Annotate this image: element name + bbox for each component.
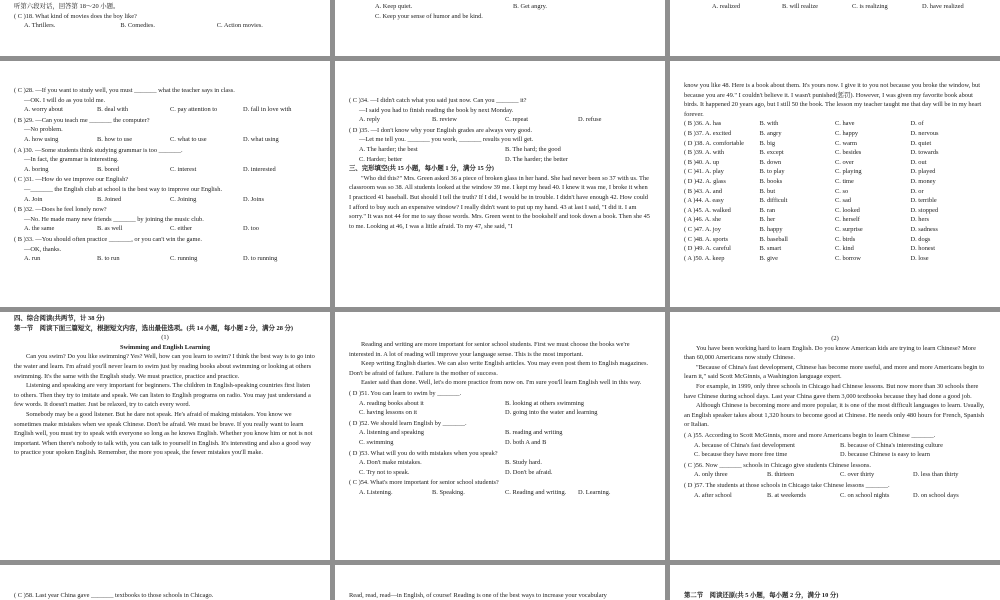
question-options <box>14 165 316 175</box>
option: D. or <box>910 187 924 195</box>
question-options <box>349 458 651 468</box>
option: C. Reading and writing. <box>505 488 567 496</box>
cloze-option-row <box>684 206 986 216</box>
cloze-option-row <box>684 196 986 206</box>
cloze-option-row <box>684 167 986 177</box>
option: C. kind <box>835 245 854 253</box>
question-options <box>349 468 651 478</box>
option: B. books <box>759 177 783 185</box>
option: B. at weekends <box>767 491 806 499</box>
question-item <box>684 431 986 460</box>
option: D. nervous <box>910 129 939 137</box>
question-options <box>349 408 651 418</box>
option: ( D )38. A. comfortable <box>684 139 744 147</box>
page-10 <box>0 565 330 600</box>
option: B. bored <box>97 165 120 173</box>
question-reply: —OK. I will do as you told me. <box>24 96 106 104</box>
option: C. interest <box>170 165 197 173</box>
option: D. lose <box>910 254 929 262</box>
question-options <box>14 135 316 145</box>
page-3 <box>670 0 1000 56</box>
option: A. the same <box>24 225 55 233</box>
passage-number: (2) <box>831 335 839 342</box>
question-35-options-cd: C. Harder; better D. The harder; the better <box>359 155 568 163</box>
cloze-option-row <box>684 235 986 245</box>
question-stem: ( D )51. You can learn to swim by _______. <box>349 389 462 397</box>
option: B. thirteen <box>767 471 794 479</box>
option: C. pay attention to <box>170 106 218 114</box>
passage-title: Swimming and English Learning <box>119 343 211 351</box>
option: A. Listening. <box>359 488 393 496</box>
option: ( B )37. A. excited <box>684 129 732 137</box>
question-stem: ( B )29. —Can you teach me _______ the computer? <box>14 116 150 124</box>
subsection-heading: 第二节 阅读还原(共 5 小题，每小题 2 分，满分 10 分) <box>684 592 839 599</box>
option: ( A )45. A. walked <box>684 206 731 214</box>
question-options <box>349 438 651 448</box>
option: A. run <box>24 255 41 263</box>
option: D. fall in love with <box>243 106 292 114</box>
option: A. after school <box>694 491 732 499</box>
passage-paragraph-3: For example, in 1999, only three schools in Chicago had Chinese lessons. But now more than 30 schools there have Chinese during school days. Last year China gave them 3,000 textbooks because they had done a good job. <box>684 382 979 400</box>
option: D. played <box>910 168 936 176</box>
passage-paragraph-2: Listening and speaking are very important for beginners. The children in English-speaking countries first listen to others. Then they try to imitate and speak. We can listen to English programs on radio. You may just understand a few words. It doesn't matter. Just be relaxed, try to catch every word. <box>14 382 311 409</box>
option: C. so <box>835 187 849 195</box>
option: D. because Chinese is easy to learn <box>840 451 930 459</box>
section-heading: 四、综合阅读(共两节，计 38 分) <box>14 315 105 322</box>
question-options <box>684 450 986 460</box>
cloze-option-row <box>684 139 986 149</box>
question-options <box>349 399 651 409</box>
passage-paragraph-1: Can you swim? Do you like swimming? Yes? Well, how can you learn to swim? I think the best way is to go into the water and learn. I'm afraid you'll never learn to swim just by reading books about swimming or looking at others swimming. It's the same with the English study. We must practice, practice and practice. <box>14 353 315 380</box>
question-stem: ( C )54. What's more important for senior school students? <box>349 479 499 487</box>
cloze-option-row <box>684 244 986 254</box>
option: D. honest <box>910 245 935 253</box>
passage-opening: Read, read, read—in English, of course! Reading is one of the best ways to increase your vocabulary <box>349 592 607 599</box>
option: C. borrow <box>835 254 861 262</box>
question-options <box>14 195 316 205</box>
option: D. Learning. <box>578 488 611 496</box>
passage-paragraph-2: "Because of China's fast development, Chinese has become more useful, and more and more Americans begin to learn it," said Scott McGinnis, a Washington language expert. <box>684 363 985 381</box>
option: B. Speaking. <box>432 488 465 496</box>
option: D. stopped <box>910 206 939 214</box>
option: B. ran <box>759 206 776 214</box>
question-item <box>684 461 986 480</box>
option: B. happy <box>759 225 783 233</box>
cloze-options-list <box>684 119 986 263</box>
option: A. because of China's fast development <box>694 441 795 449</box>
question-item <box>14 116 316 145</box>
question-item <box>14 205 316 234</box>
option: D. to running <box>243 255 278 263</box>
option: ( B )40. A. up <box>684 158 720 166</box>
question-item <box>14 146 316 175</box>
option: D. going into the water and learning <box>505 409 598 417</box>
passage-paragraph-4: Reading and writing are more important for senior school students. First we must choose the books we're interested in. A lot of reading will improve your language sense. This is the most important. <box>349 341 630 358</box>
option: A. Don't make mistakes. <box>359 459 422 467</box>
question-options <box>14 224 316 234</box>
option: C. warm <box>835 139 858 147</box>
option: C. running <box>170 255 198 263</box>
option: D. interested <box>243 165 276 173</box>
option: A. worry about <box>24 106 63 114</box>
cloze-option-row <box>684 119 986 129</box>
option: D. Joins <box>243 195 264 203</box>
page-7 <box>0 312 330 560</box>
question-18: ( C )18. What kind of movies does the boy like? <box>14 12 137 20</box>
option: D. Don't be afraid. <box>505 468 553 476</box>
option: ( C )48. A. sports <box>684 235 729 243</box>
option: C. surprise <box>835 225 863 233</box>
option: C. besides <box>835 149 862 157</box>
option: A. listening and speaking <box>359 429 424 437</box>
passage-paragraph-3: Somebody may be a good listener. But he dare not speak. He's afraid of making mistakes. You know we sometimes make mistakes when we speak Chinese. Don't be afraid. We must be brave. If you really want to learn English well, you must try to speak with everyone so long as he knows English. Whether you know him or not is not important. When there's nobody to talk with, you can talk to yourself in English. It's interesting and also a good way to practice your spoken English. Remember, the more you speak, the fewer mistakes you'll make. <box>14 410 313 457</box>
option: ( C )47. A. joy <box>684 225 721 233</box>
question-options <box>684 441 986 451</box>
option: A. Join <box>24 195 43 203</box>
question-35-reply: —Let me tell you. _______ you work, _______ results you will get. <box>359 136 534 144</box>
cloze-passage: "Who did this?" Mrs. Green asked 36 a piece of broken glass in her hand. She had never been so 37 with us. The classroom was so 38. All students looked at the window 39 me. I kept my head 40. I knew it was me, I broke it when I practiced 41 baseball. But should I tell the truth? If I did, I would be in trouble. I didn't have enough 42. How could I afford to buy such an expensive window? I really didn't want to put up my hand. 43 at last I said, "I did it. I am sorry." It was not 44 for me to say those words. Mrs. Green went to the bookshelf and took down a book. Then she 45 to me. Looking at 46, I was a little afraid. To my 47, she said, "I <box>349 174 650 230</box>
question-18-options: A. Thrillers. B. Comedies. C. Action movies. <box>24 22 263 30</box>
page-12 <box>670 565 1000 600</box>
question-item <box>349 449 651 478</box>
option: ( D )49. A. careful <box>684 245 731 253</box>
question-item <box>349 419 651 448</box>
question-item <box>349 389 651 418</box>
cloze-heading: 三、完形填空(共 15 小题，每小题 1 分，满分 15 分) <box>349 165 494 173</box>
option: C. what to use <box>170 135 207 143</box>
page-9 <box>670 312 1000 560</box>
option: ( D )42. A. glass <box>684 177 726 185</box>
option: B. smart <box>759 245 782 253</box>
question-35: ( D )35. —I don't know why your English grades are always very good. <box>349 126 533 134</box>
cloze-option-row <box>684 148 986 158</box>
option: C. herself <box>835 216 860 224</box>
option: B. to run <box>97 255 120 263</box>
option: C. time <box>835 177 854 185</box>
question-options <box>349 488 651 498</box>
option: C. Try not to speak. <box>359 468 410 476</box>
question-stem: ( C )28. —If you want to study well, you must _______ what the teacher says in class. <box>14 87 235 94</box>
question-list <box>684 431 986 500</box>
option: D. of <box>910 120 924 128</box>
option: A. only three <box>694 471 728 479</box>
question-options <box>14 254 316 264</box>
option: B. baseball <box>759 235 788 243</box>
question-reply: —No problem. <box>24 126 63 134</box>
option: D. dogs <box>910 235 931 243</box>
option: B. give <box>759 254 778 262</box>
option: D. sadness <box>910 225 938 233</box>
option: C. looked <box>835 206 860 214</box>
option: D. less than thirty <box>913 471 959 479</box>
question-35-options-ab: A. The harder; the best B. The hard; the good <box>359 145 561 153</box>
question-item <box>684 481 986 500</box>
cloze-option-row <box>684 187 986 197</box>
question-stem: ( C )56. Now _______ schools in Chicago give students Chinese lessons. <box>684 461 871 469</box>
question-options <box>14 105 316 115</box>
option: B. difficult <box>759 197 788 205</box>
cloze-option-row <box>684 177 986 187</box>
question-stem: ( A )30. —Some students think studying grammar is too _______. <box>14 146 183 154</box>
question-list <box>14 86 316 264</box>
option: C. on school nights <box>840 491 890 499</box>
option: D. both A and B <box>505 438 547 446</box>
option: C. Joining <box>170 195 197 203</box>
option: B. big <box>759 139 776 147</box>
option: B. because of China's interesting culture <box>840 441 944 449</box>
option: ( B )36. A. has <box>684 120 722 128</box>
option: C. happy <box>835 129 859 137</box>
question-item <box>14 235 316 264</box>
question-options <box>684 491 986 501</box>
option: A. reading books about it <box>359 399 424 407</box>
subsection-heading: 第一节 阅读下面三篇短文，根据短文内容，选出最佳选项。(共 14 小题，每小题 2 分，满分 28 分) <box>14 324 294 332</box>
passage-number: (1) <box>161 334 169 342</box>
question-34-reply: —I said you had to finish reading the book by next Monday. <box>359 106 514 114</box>
option: C. over thirty <box>840 471 875 479</box>
question-stem: ( B )32. —Does he feel lonely now? <box>14 206 107 214</box>
cloze-option-row <box>684 254 986 264</box>
question-item <box>349 478 651 497</box>
option: B. how to use <box>97 135 133 143</box>
option: B. reading and writing <box>505 429 563 437</box>
option: B. angry <box>759 129 782 137</box>
question-reply: —In fact, the grammar is interesting. <box>24 156 119 164</box>
question-reply: —No. He made many new friends _______ by joining the music club. <box>24 215 204 223</box>
option: ( A )44. A. easy <box>684 197 724 205</box>
page-2 <box>335 0 665 56</box>
option: D. terrible <box>910 197 937 205</box>
passage-paragraph-6: Easier said than done. Well, let's do more practice from now on. I'm sure you'll learn English well in this way. <box>361 379 642 387</box>
option: B. but <box>759 187 776 195</box>
answer-options: A. realized B. will realize C. is realizing D. have realized <box>712 3 964 10</box>
option: C. over <box>835 158 854 166</box>
question-reply: —_______ the English club at school is the best way to improve our English. <box>24 185 223 193</box>
option: D. money <box>910 177 936 185</box>
question-58: ( C )58. Last year China gave _______ textbooks to those schools in Chicago. <box>14 592 214 599</box>
question-options <box>349 428 651 438</box>
question-34-options: A. reply B. review C. repeat D. refuse <box>359 116 602 124</box>
question-stem: ( D )53. What will you do with mistakes when you speak? <box>349 449 498 457</box>
option: ( A )46. A. she <box>684 216 721 224</box>
option: B. her <box>759 216 776 224</box>
passage-paragraph-1: You have been working hard to learn English. Do you know American kids are trying to learn Chinese? More than 60,000 Americans now study Chinese. <box>684 344 976 362</box>
page-1 <box>0 0 330 56</box>
cloze-option-row <box>684 158 986 168</box>
question-stem: ( B )33. —You should often practice _______, or you can't win the game. <box>14 235 202 243</box>
page-6 <box>670 61 1000 307</box>
question-options <box>684 470 986 480</box>
question-item <box>14 175 316 204</box>
option: C. because they have more free time <box>694 451 788 459</box>
option: C. having lessons on it <box>359 409 418 417</box>
question-item <box>14 86 316 115</box>
option: D. hers <box>910 216 929 224</box>
cloze-passage-continued: know you like 48. Here is a book about them. It's yours now. I give it to you not because you broke the window, but because you are 49." I couldn't believe it. I wasn't punished(惩罚). However, I was given my favorite book about birds. It happened 20 years ago, but I still 50 the book. The lesson my teacher taught me that day will be in my heart forever. <box>684 82 982 118</box>
option: ( B )39. A. with <box>684 149 725 157</box>
option: B. with <box>759 120 779 128</box>
option: D. too <box>243 225 259 233</box>
passage-paragraph-4: Although Chinese is becoming more and more popular, it is one of the most difficult languages to learn. Usually, an English speaker takes about 1,320 hours to become good at Chinese. He needs only 480 hours for French, Spanish or Italian. <box>684 402 985 429</box>
question-34: ( C )34. —I didn't catch what you said just now. Can you _______ it? <box>349 97 527 104</box>
option: B. Study hard. <box>505 459 542 467</box>
page-8 <box>335 312 665 560</box>
question-stem: ( D )52. We should learn English by _______. <box>349 419 467 427</box>
cloze-option-row <box>684 215 986 225</box>
question-stem: ( A )55. According to Scott McGinnis, more and more Americans begin to learn Chinese _______. <box>684 431 936 439</box>
option: C. birds <box>835 235 856 243</box>
option: B. to play <box>759 168 785 176</box>
option: B. except <box>759 149 784 157</box>
question-stem: ( C )31. —How do we improve our English? <box>14 176 129 184</box>
question-reply: —OK, thanks. <box>24 245 62 253</box>
section-instruction: 听第六段对话，回答第 18～20 小题。 <box>14 3 120 10</box>
option: C. sad <box>835 197 851 205</box>
option: ( B )43. A. and <box>684 187 722 195</box>
page-4 <box>0 61 330 307</box>
question-list <box>349 389 651 498</box>
cloze-option-row <box>684 225 986 235</box>
option: C. playing <box>835 168 862 176</box>
page-5 <box>335 61 665 307</box>
page-11 <box>335 565 665 600</box>
passage-paragraph-5: Keep writing English diaries. We can also write English articles. You may even post them to English magazines. Don't be afraid of failure. Failure is the mother of success. <box>349 360 649 377</box>
option: A. boring <box>24 165 49 173</box>
option: D. towards <box>910 149 939 157</box>
option: B. Joined <box>97 195 122 203</box>
option: ( A )50. A. keep <box>684 254 725 262</box>
option: D. quiet <box>910 139 932 147</box>
option: B. down <box>759 158 782 166</box>
option: B. deal with <box>97 106 129 114</box>
option: D. out <box>910 158 927 166</box>
option: C. have <box>835 120 855 128</box>
option: C. swimming <box>359 438 394 446</box>
answer-option-c: C. Keep your sense of humor and be kind. <box>375 12 483 20</box>
answer-options: A. Keep quiet. B. Get angry. <box>375 3 548 10</box>
option: A. how using <box>24 135 59 143</box>
question-stem: ( D )57. The students at those schools in Chicago take Chinese lessons _______. <box>684 481 890 489</box>
option: B. as well <box>97 225 123 233</box>
option: D. what using <box>243 135 279 143</box>
option: C. either <box>170 225 193 233</box>
cloze-option-row <box>684 129 986 139</box>
option: B. looking at others swimming <box>505 399 584 407</box>
option: D. on school days <box>913 491 959 499</box>
option: ( C )41. A. play <box>684 168 724 176</box>
